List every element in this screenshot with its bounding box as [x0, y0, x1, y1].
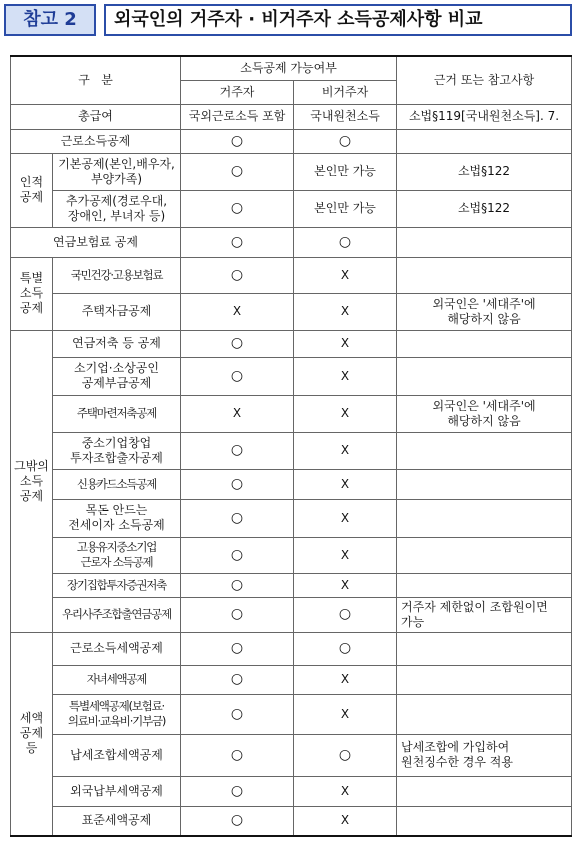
- basis-cell: [397, 665, 572, 694]
- resident-cell: ○: [181, 632, 294, 665]
- row-label: 주택마련저축공제: [53, 395, 181, 432]
- table-row: [11, 469, 572, 499]
- nonresident-cell: X: [294, 499, 397, 537]
- nonresident-cell: X: [294, 257, 397, 293]
- resident-cell: ○: [181, 432, 294, 469]
- resident-cell: X: [181, 293, 294, 330]
- resident-cell: ○: [181, 665, 294, 694]
- table-row: [11, 129, 572, 153]
- table-row: [11, 330, 572, 357]
- row-label: 납세조합세액공제: [53, 734, 181, 776]
- table-row: [11, 776, 572, 806]
- basis-cell: [397, 129, 572, 153]
- table-row: [11, 104, 572, 129]
- resident-cell: ○: [181, 776, 294, 806]
- row-label: 총급여: [11, 104, 181, 129]
- basis-cell: [397, 776, 572, 806]
- table-row: [11, 357, 572, 395]
- basis-cell: [397, 806, 572, 836]
- nonresident-cell: ○: [294, 734, 397, 776]
- nonresident-cell: X: [294, 665, 397, 694]
- header-basis: 근거 또는 참고사항: [397, 56, 572, 104]
- nonresident-cell: X: [294, 293, 397, 330]
- row-label: 특별세액공제(보험료· 의료비·교육비·기부금): [53, 694, 181, 734]
- group-label-personal: 인적 공제: [11, 153, 53, 227]
- header-nonresident: 비거주자: [294, 80, 397, 104]
- resident-cell: ○: [181, 190, 294, 227]
- basis-cell: [397, 537, 572, 573]
- row-label: 기본공제(본인,배우자,부양가족): [53, 153, 181, 190]
- resident-cell: ○: [181, 806, 294, 836]
- table-row: [11, 806, 572, 836]
- row-label: 자녀세액공제: [53, 665, 181, 694]
- header-possible: 소득공제 가능여부: [181, 56, 397, 80]
- resident-cell: X: [181, 395, 294, 432]
- table-row: [11, 190, 572, 227]
- row-label: 국민건강·고용보험료: [53, 257, 181, 293]
- basis-cell: [397, 694, 572, 734]
- nonresident-cell: X: [294, 573, 397, 597]
- basis-cell: [397, 432, 572, 469]
- basis-cell: [397, 469, 572, 499]
- resident-cell: ○: [181, 257, 294, 293]
- comparison-table: [10, 55, 572, 837]
- row-label: 신용카드소득공제: [53, 469, 181, 499]
- resident-cell: ○: [181, 597, 294, 632]
- nonresident-cell: ○: [294, 632, 397, 665]
- nonresident-cell: ○: [294, 129, 397, 153]
- basis-cell: [397, 632, 572, 665]
- row-label: 장기집합투자증권저축: [53, 573, 181, 597]
- basis-cell: 거주자 제한없이 조합원이면 가능: [397, 597, 572, 632]
- table-row: [11, 499, 572, 537]
- resident-cell: ○: [181, 573, 294, 597]
- basis-cell: [397, 573, 572, 597]
- row-label: 근로소득공제: [11, 129, 181, 153]
- header-resident: 거주자: [181, 80, 294, 104]
- row-label: 외국납부세액공제: [53, 776, 181, 806]
- resident-cell: ○: [181, 357, 294, 395]
- resident-cell: ○: [181, 734, 294, 776]
- resident-cell: ○: [181, 469, 294, 499]
- table-row: [11, 153, 572, 190]
- nonresident-cell: X: [294, 395, 397, 432]
- resident-cell: ○: [181, 227, 294, 257]
- row-label: 중소기업창업 투자조합출자공제: [53, 432, 181, 469]
- resident-cell: ○: [181, 694, 294, 734]
- basis-cell: 소법§122: [397, 153, 572, 190]
- table-header-row: [11, 56, 572, 80]
- nonresident-cell: X: [294, 694, 397, 734]
- row-label: 우리사주조합출연금공제: [53, 597, 181, 632]
- row-label: 연금저축 등 공제: [53, 330, 181, 357]
- nonresident-cell: X: [294, 357, 397, 395]
- nonresident-cell: X: [294, 432, 397, 469]
- nonresident-cell: X: [294, 537, 397, 573]
- nonresident-cell: X: [294, 469, 397, 499]
- page-header: [4, 4, 572, 38]
- resident-cell: ○: [181, 537, 294, 573]
- basis-cell: [397, 257, 572, 293]
- group-label-special: 특별 소득 공제: [11, 257, 53, 330]
- table-row: [11, 293, 572, 330]
- basis-cell: [397, 227, 572, 257]
- table-row: [11, 227, 572, 257]
- row-label: 고용유지중소기업 근로자 소득공제: [53, 537, 181, 573]
- row-label: 주택자금공제: [53, 293, 181, 330]
- basis-cell: 외국인은 '세대주'에 해당하지 않음: [397, 293, 572, 330]
- group-label-other: 그밖의 소득 공제: [11, 330, 53, 632]
- row-label: 표준세액공제: [53, 806, 181, 836]
- row-label: 목돈 안드는 전세이자 소득공제: [53, 499, 181, 537]
- basis-cell: [397, 357, 572, 395]
- table-row: [11, 694, 572, 734]
- nonresident-cell: ○: [294, 227, 397, 257]
- row-label: 연금보험료 공제: [11, 227, 181, 257]
- table-row: [11, 597, 572, 632]
- row-label: 근로소득세액공제: [53, 632, 181, 665]
- table-row: [11, 573, 572, 597]
- nonresident-cell: ○: [294, 597, 397, 632]
- row-label: 소기업·소상공인 공제부금공제: [53, 357, 181, 395]
- basis-cell: [397, 499, 572, 537]
- nonresident-cell: X: [294, 806, 397, 836]
- table-row: [11, 257, 572, 293]
- row-label: 추가공제(경로우대, 장애인, 부녀자 등): [53, 190, 181, 227]
- resident-cell: ○: [181, 499, 294, 537]
- basis-cell: 외국인은 '세대주'에 해당하지 않음: [397, 395, 572, 432]
- resident-cell: ○: [181, 129, 294, 153]
- resident-cell: 국외근로소득 포함: [181, 104, 294, 129]
- resident-cell: ○: [181, 330, 294, 357]
- nonresident-cell: 국내원천소득: [294, 104, 397, 129]
- table-row: [11, 395, 572, 432]
- nonresident-cell: X: [294, 776, 397, 806]
- nonresident-cell: X: [294, 330, 397, 357]
- table-row: [11, 632, 572, 665]
- table-row: [11, 432, 572, 469]
- table-row: [11, 537, 572, 573]
- basis-cell: 소법§122: [397, 190, 572, 227]
- basis-cell: [397, 330, 572, 357]
- resident-cell: ○: [181, 153, 294, 190]
- group-label-tax-credit: 세액 공제 등: [11, 632, 53, 836]
- basis-cell: 소법§119[국내원천소득]. 7.: [397, 104, 572, 129]
- table-row: [11, 734, 572, 776]
- nonresident-cell: 본인만 가능: [294, 190, 397, 227]
- table-row: [11, 665, 572, 694]
- nonresident-cell: 본인만 가능: [294, 153, 397, 190]
- reference-badge: 참고 2: [4, 4, 96, 36]
- basis-cell: 납세조합에 가입하여 원천징수한 경우 적용: [397, 734, 572, 776]
- header-gubun: 구 분: [11, 56, 181, 104]
- page-title: 외국인의 거주자 · 비거주자 소득공제사항 비교: [104, 4, 572, 36]
